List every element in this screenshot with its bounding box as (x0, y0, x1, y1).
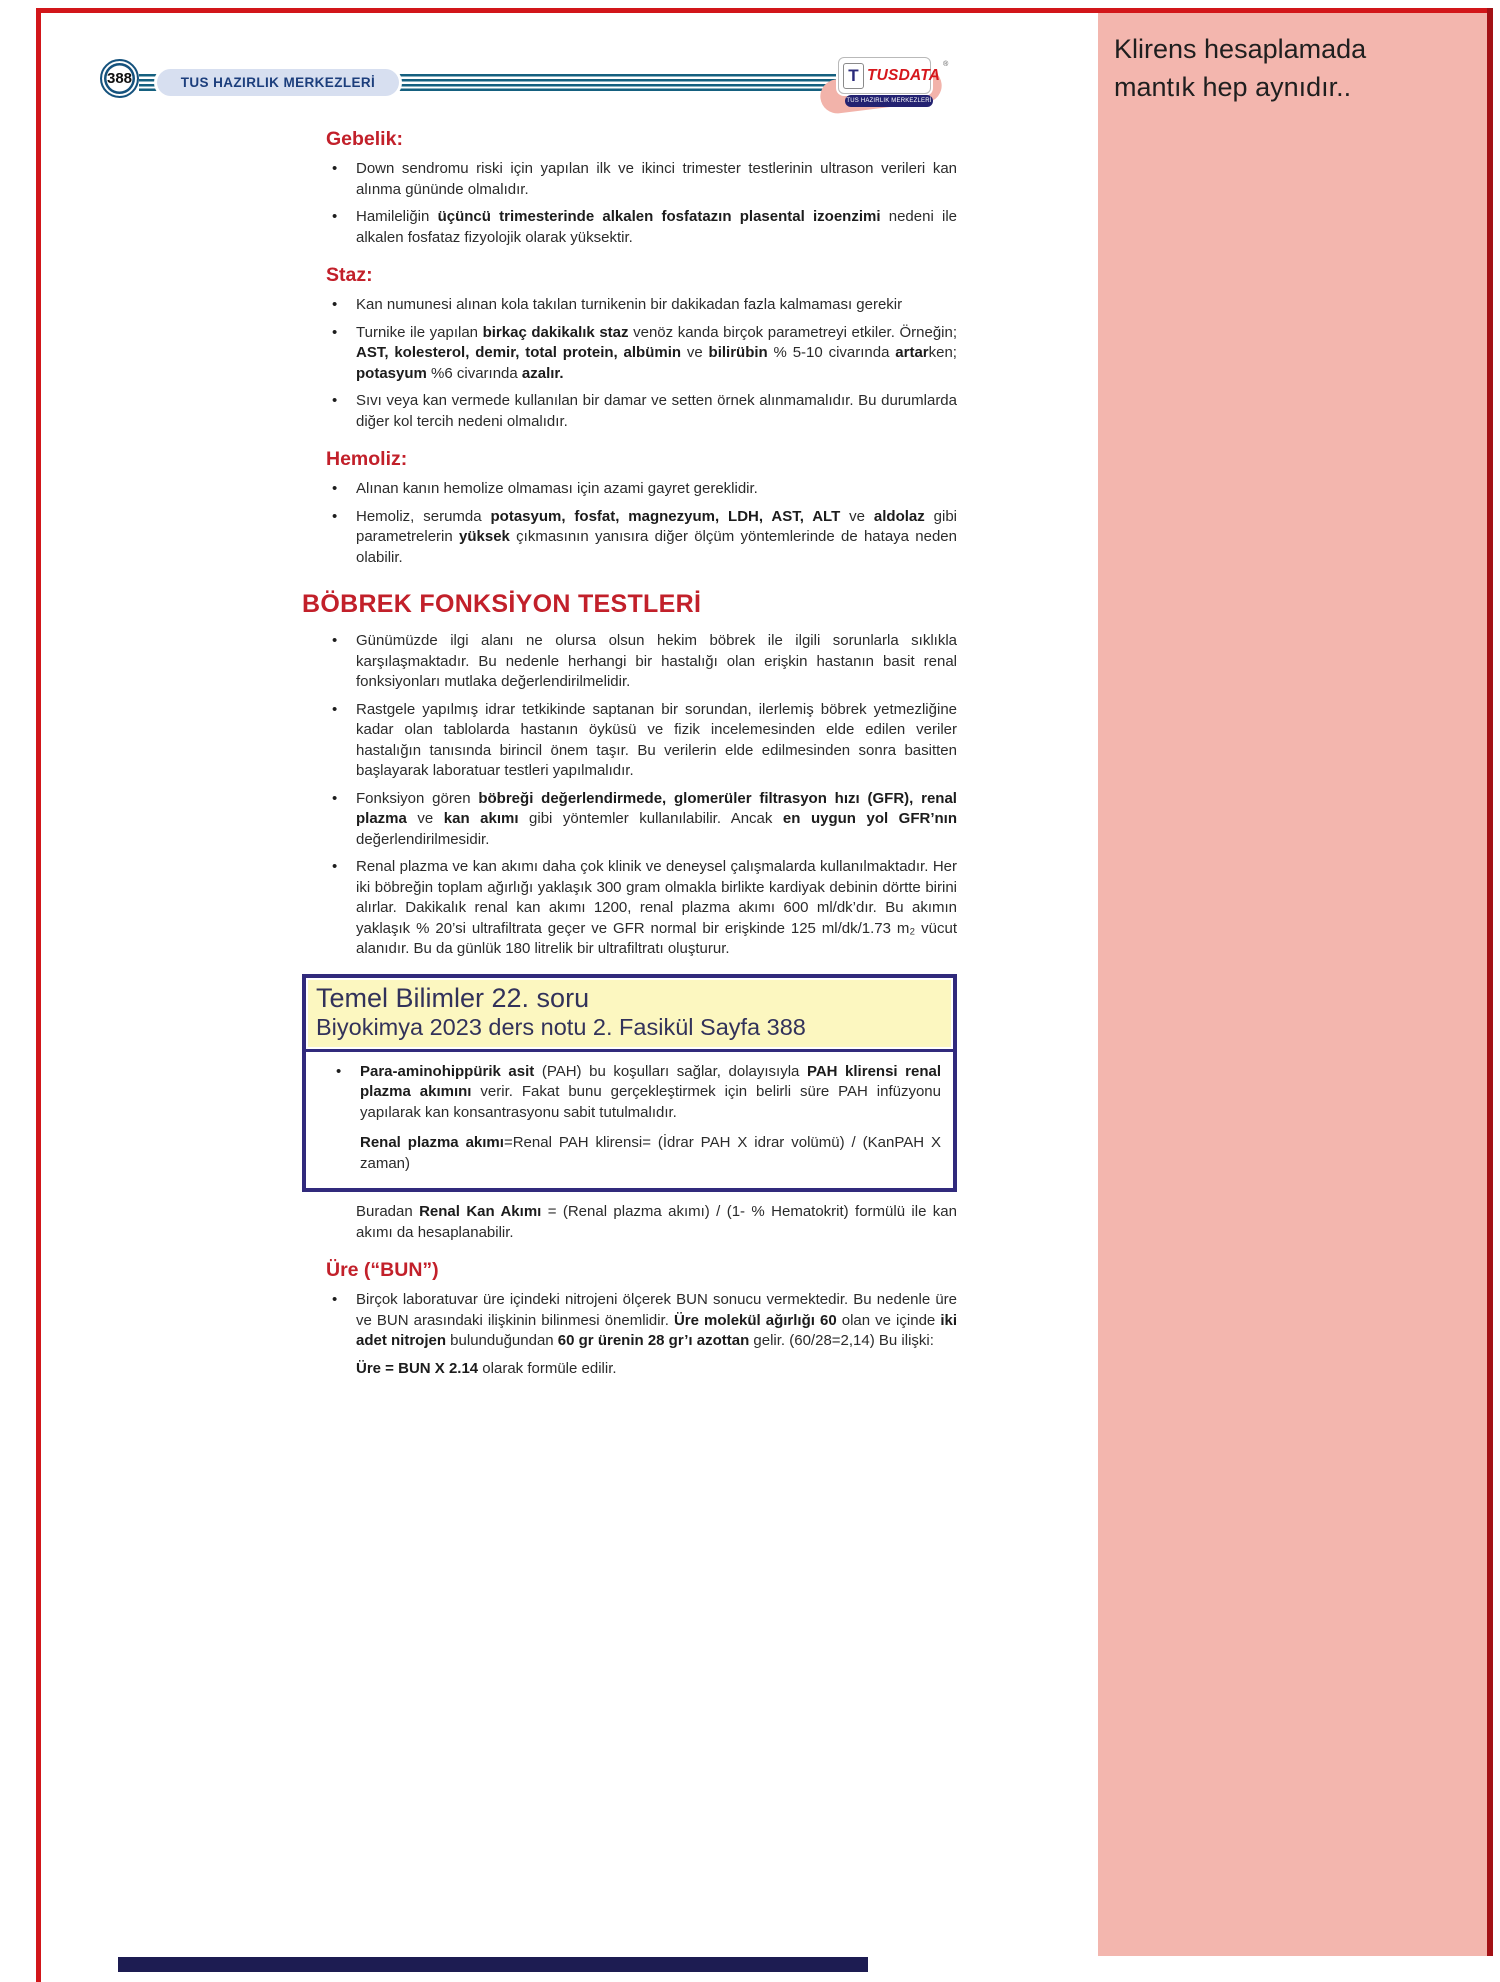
text-run: değerlendirilmesidir. (356, 830, 490, 848)
text-run: Buradan (356, 1203, 420, 1220)
bullet-text (356, 323, 957, 385)
bullet-item (332, 391, 957, 432)
registered-mark-icon: ® (943, 61, 949, 68)
bullet-marker-icon: • (332, 392, 338, 409)
text-run: (PAH) bu koşulları sağlar, dolayısıyla (534, 1062, 807, 1080)
section-heading: BÖBREK FONKSİYON TESTLERİ (302, 590, 702, 618)
frame-left-line (36, 8, 41, 1982)
text-run: ken; (928, 344, 957, 361)
bold-text-run: azalır. (521, 364, 564, 382)
text-run: Sıvı veya kan vermede kullanılan bir damar ve setten örnek alınmamalıdır. Bu durumlarda diğer kol tercih nedeni olmalıdır. (356, 392, 957, 430)
section-heading: Staz: (326, 264, 373, 286)
text-run: =Renal PAH klirensi= (İdrar PAH X idrar volümü) / (KanPAH X zaman) (360, 1134, 941, 1172)
bold-text-run: birkaç dakikalık staz (482, 323, 629, 341)
text-run (913, 790, 921, 807)
page-number-badge: 388 (100, 59, 139, 98)
sidebar-right-edge-line (1487, 8, 1493, 1956)
bold-text-run: üçüncü trimesterinde alkalen fosfatazın plasental izoenzimi (437, 208, 881, 225)
text-run: Down sendromu riski için yapılan ilk ve ikinci trimester testlerinin ultrason verileri kan alınma gününde olmalıdır. (356, 160, 957, 198)
text-run: ve (840, 507, 874, 525)
logo-brand: TUSDATA (867, 66, 941, 84)
bold-text-run: en uygun yol GFR’nın (782, 810, 957, 827)
callout-box (302, 974, 957, 1193)
bottom-bar (118, 1957, 868, 1972)
text-run: gibi yöntemler kullanılabilir. Ancak (518, 810, 783, 827)
bold-text-run: renal plazma (356, 789, 957, 827)
text-run: çıkmasının yanısıra diğer ölçüm yöntemlerinde de hataya neden olabilir. (356, 528, 957, 566)
callout-header (306, 978, 953, 1052)
bullet-marker-icon: • (332, 632, 338, 649)
bullet-item (332, 789, 957, 851)
text-run: Hemoliz, serumda (356, 507, 491, 525)
text-run: Günümüzde ilgi alanı ne olursa olsun hekim böbrek ile ilgili sorunlarla sıklıkla karşılaşmaktadır. Bu nedenle herhangi bir hastalığı olan erişkin hastanın basit renal fonksiyonları mutlaka değerlendirilmelidir. (356, 632, 957, 690)
text-run: Birçok laboratuvar üre içindeki nitrojeni ölçerek BUN sonucu vermektedir. Bu nedenle üre ve BUN arasındaki ilişkinin bilinmesi önemlidir. (356, 1291, 957, 1329)
bullet-text (356, 857, 957, 960)
paragraph (360, 1133, 941, 1174)
bullet-marker-icon: • (332, 296, 338, 313)
bold-text-run: potasyum, fosfat, magnezyum, LDH, AST, ALT (490, 507, 841, 525)
bold-text-run: aldolaz (873, 507, 925, 525)
sidebar-panel (1098, 13, 1488, 1956)
bullet-marker-icon: • (332, 208, 338, 225)
text-run: % 5-10 civarında (767, 344, 896, 361)
header-pill: TUS HAZIRLIK MERKEZLERİ (157, 69, 399, 96)
bold-text-run: yüksek (459, 528, 510, 545)
callout-title-line2: Biyokimya 2023 ders notu 2. Fasikül Sayfa 388 (316, 1013, 806, 1040)
paragraph (356, 1359, 957, 1380)
bold-text-run: AST, kolesterol, demir, total protein, albümin (356, 344, 682, 361)
text-run: Hamileliğin (356, 208, 438, 225)
bold-text-run: bilirübin (708, 344, 768, 361)
text-run: olarak formüle edilir. (478, 1359, 617, 1377)
bullet-item (332, 857, 957, 960)
bullet-item (332, 159, 957, 200)
bold-text-run: Üre = BUN X 2.14 (356, 1359, 479, 1377)
bullet-text (356, 295, 957, 316)
bold-text-run: kan akımı (443, 810, 519, 827)
bullet-text (356, 700, 957, 782)
section-heading: Üre (“BUN”) (326, 1259, 439, 1281)
bold-text-run: iki adet nitrojen (356, 1311, 957, 1349)
bullet-text (356, 631, 957, 693)
bullet-item (332, 323, 957, 385)
bullet-marker-icon: • (332, 858, 338, 875)
bullet-marker-icon: • (332, 323, 338, 341)
bullet-text (360, 1062, 941, 1124)
bold-text-run: PAH klirensi renal plazma akımını (360, 1062, 941, 1100)
bullet-item (332, 631, 957, 693)
text-run: gelir. (60/28=2,14) Bu ilişki: (749, 1332, 934, 1349)
text-run: Turnike ile yapılan (356, 323, 483, 341)
text-run: verir. Fakat bunu gerçekleştirmek için belirli süre PAH infüzyonu yapılarak kan konsantrasyonu sabit tutulmalıdır. (360, 1083, 941, 1121)
bullet-marker-icon: • (332, 160, 338, 177)
section-heading: Hemoliz: (326, 448, 408, 470)
bullet-marker-icon: • (332, 700, 338, 718)
bold-text-run: 60 gr ürenin 28 gr’ı azottan (557, 1332, 750, 1349)
bullet-text (356, 1290, 957, 1352)
text-run: nedeni ile alkalen fosfataz fizyolojik olarak yüksektir. (356, 208, 958, 246)
text-run: Rastgele yapılmış idrar tetkikinde saptanan bir sorundan, ilerlemiş böbrek yetmezliğine kadar olan tablolarda hastanın öyküsü ve fizik incelemesinden elde edilen veriler hastalığın tanısında birincil önem taşır. Bu verilerin elde edilmesinden sonra basitten başlayarak laboratuar testleri yapılmalıdır. (356, 700, 957, 779)
tusdata-logo (838, 57, 949, 94)
text-run: olan ve içinde (836, 1311, 941, 1329)
bullet-item (336, 1062, 941, 1124)
bullet-text (356, 207, 957, 248)
text-run: Fonksiyon gören (356, 789, 479, 807)
logo-t-icon: T (843, 63, 864, 89)
bullet-item (332, 507, 957, 569)
bullet-marker-icon: • (332, 480, 338, 497)
bullet-marker-icon: • (332, 1291, 338, 1308)
bullet-item (332, 207, 957, 248)
paragraph (356, 1202, 957, 1243)
text-run: bulunduğundan (446, 1332, 558, 1349)
text-run: ve (681, 344, 709, 361)
bullet-item (332, 1290, 957, 1352)
text-run: Alınan kanın hemolize olmaması için azami gayret gereklidir. (356, 480, 758, 497)
text-run: venöz kanda birçok parametreyi etkiler. Örneğin; (628, 323, 957, 341)
bold-text-run: Para-aminohippürik asit (360, 1062, 535, 1080)
text-run: ve (406, 810, 444, 827)
callout-body (306, 1052, 953, 1189)
bullet-item (332, 295, 957, 316)
bold-text-run: Renal plazma akımı (360, 1134, 504, 1151)
text-run: = (Renal plazma akımı) / (1- % Hematokrit) formülü ile kan akımı da hesaplanabilir. (356, 1203, 957, 1241)
content-area (302, 112, 957, 1387)
bold-text-run: Üre molekül ağırlığı 60 (673, 1311, 837, 1329)
bold-text-run: böbreği değerlendirmede, glomerüler filtrasyon hızı (GFR), (478, 789, 914, 807)
bullet-text (356, 391, 957, 432)
bullet-marker-icon: • (332, 789, 338, 807)
bullet-text (356, 507, 957, 569)
text-run: %6 civarında (426, 364, 522, 382)
section-heading: Gebelik: (326, 128, 403, 150)
text-run: Renal plazma ve kan akımı daha çok klinik ve deneysel çalışmalarda kullanılmaktadır. Her iki böbreğin toplam ağırlığı yaklaşık 300 gram olmakla birlikte kardiyak debinin dörtte birini alırlar. Dakikalık renal kan akımı 1200, renal plazma akımı 600 ml/dk’dır. Bu akımın yaklaşık % 20’si ultrafiltrata geçer ve GFR normal bir erişkinde 125 ml/dk/1.73 m₂ vücut alanıdır. Bu da günlük 180 litrelik bir ultrafiltratı oluşturur. (356, 858, 957, 957)
bold-text-run: artar (895, 344, 929, 361)
text-run: Kan numunesi alınan kola takılan turnikenin bir dakikadan fazla kalmaması gerekir (356, 296, 903, 313)
bullet-text (356, 789, 957, 851)
bold-text-run: potasyum (356, 364, 427, 382)
bullet-text (356, 159, 957, 200)
bullet-text (356, 479, 957, 500)
callout-title-line1: Temel Bilimler 22. soru (316, 982, 590, 1013)
bullet-item (332, 479, 957, 500)
bullet-marker-icon: • (336, 1062, 342, 1080)
bullet-item (332, 700, 957, 782)
logo-subtitle: TUS HAZIRLIK MERKEZLERİ (845, 95, 933, 107)
text-run: gibi parametrelerin (356, 507, 957, 545)
bullet-marker-icon: • (332, 507, 338, 525)
sidebar-note: Klirens hesaplamada mantık hep aynıdır.. (1114, 34, 1367, 102)
bold-text-run: Renal Kan Akımı (419, 1203, 542, 1220)
